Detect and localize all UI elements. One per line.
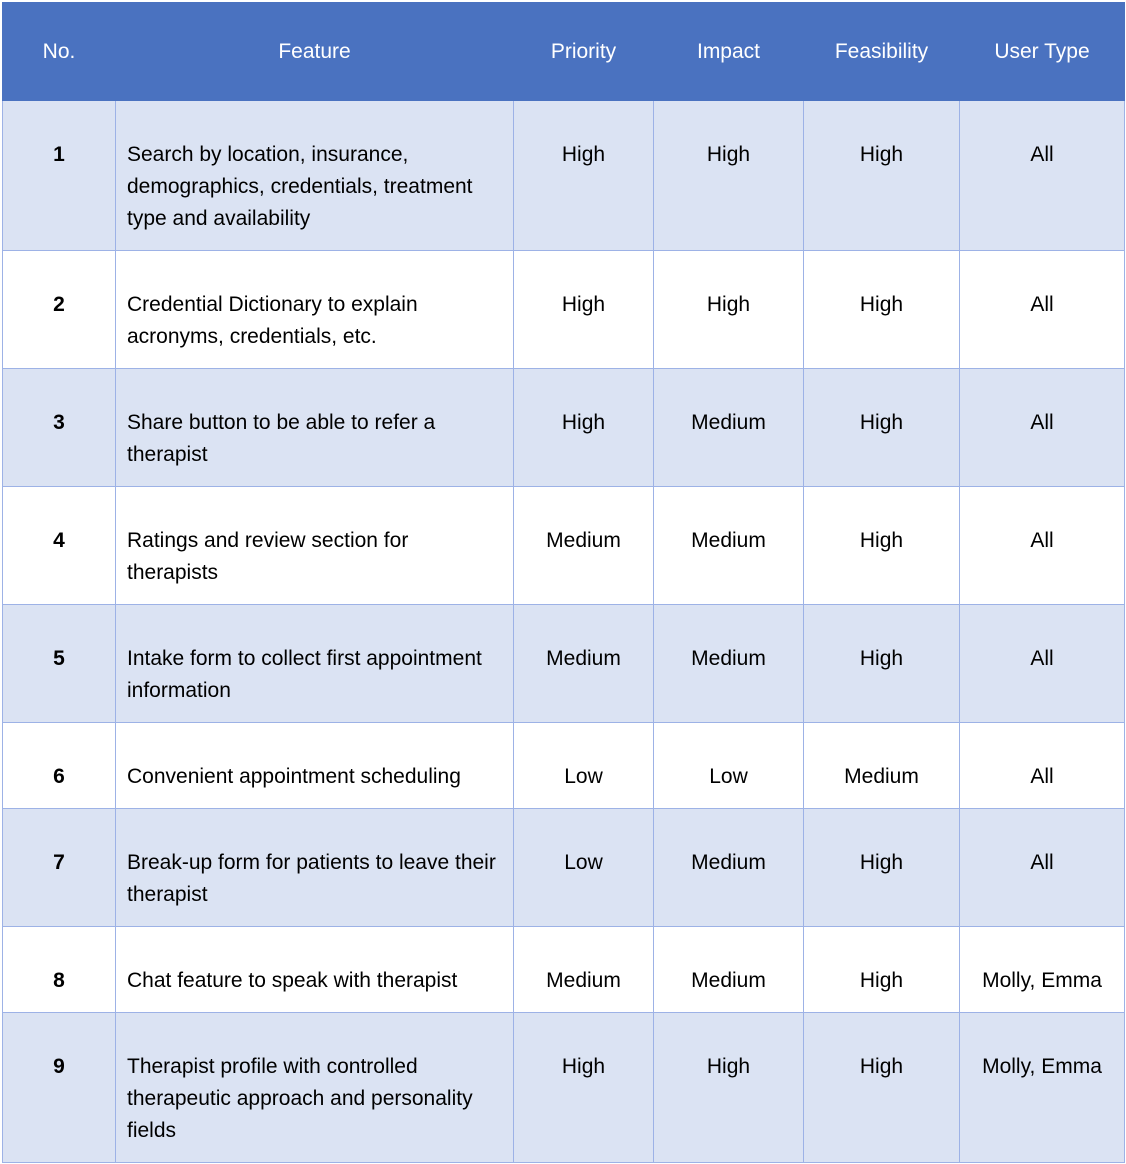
feature-prioritization-table [2, 2, 1125, 1163]
cell-feature: Therapist profile with controlled therapeutic approach and personality fields [116, 1013, 514, 1163]
cell-feature: Search by location, insurance, demographics, credentials, treatment type and availability [116, 101, 514, 251]
cell-feasibility: High [804, 927, 960, 1013]
cell-no: 8 [3, 927, 116, 1013]
cell-feasibility: High [804, 101, 960, 251]
table-row [3, 723, 1125, 809]
cell-impact: High [654, 1013, 804, 1163]
cell-priority: High [514, 101, 654, 251]
cell-priority: High [514, 1013, 654, 1163]
cell-impact: High [654, 251, 804, 369]
header-user-type: User Type [960, 3, 1125, 101]
header-feasibility: Feasibility [804, 3, 960, 101]
cell-no: 3 [3, 369, 116, 487]
cell-no: 9 [3, 1013, 116, 1163]
table-row [3, 809, 1125, 927]
table-header-row [3, 3, 1125, 101]
cell-no: 7 [3, 809, 116, 927]
cell-feature: Chat feature to speak with therapist [116, 927, 514, 1013]
table-row [3, 369, 1125, 487]
cell-feasibility: High [804, 1013, 960, 1163]
cell-user-type: All [960, 101, 1125, 251]
cell-user-type: All [960, 723, 1125, 809]
header-priority: Priority [514, 3, 654, 101]
cell-impact: Low [654, 723, 804, 809]
cell-priority: Medium [514, 487, 654, 605]
feature-table-container [2, 2, 1124, 1163]
cell-priority: High [514, 251, 654, 369]
cell-no: 6 [3, 723, 116, 809]
cell-feature: Convenient appointment scheduling [116, 723, 514, 809]
table-row [3, 927, 1125, 1013]
cell-feasibility: High [804, 369, 960, 487]
cell-impact: Medium [654, 605, 804, 723]
table-row [3, 101, 1125, 251]
cell-no: 4 [3, 487, 116, 605]
cell-priority: Low [514, 723, 654, 809]
cell-no: 5 [3, 605, 116, 723]
cell-feasibility: Medium [804, 723, 960, 809]
cell-impact: Medium [654, 369, 804, 487]
header-feature: Feature [116, 3, 514, 101]
cell-priority: Low [514, 809, 654, 927]
table-row [3, 605, 1125, 723]
cell-impact: Medium [654, 927, 804, 1013]
cell-user-type: All [960, 605, 1125, 723]
cell-feature: Intake form to collect first appointment information [116, 605, 514, 723]
cell-impact: High [654, 101, 804, 251]
cell-user-type: All [960, 487, 1125, 605]
cell-impact: Medium [654, 809, 804, 927]
header-impact: Impact [654, 3, 804, 101]
cell-priority: High [514, 369, 654, 487]
cell-feature: Credential Dictionary to explain acronyms, credentials, etc. [116, 251, 514, 369]
cell-feasibility: High [804, 251, 960, 369]
cell-priority: Medium [514, 927, 654, 1013]
table-row [3, 487, 1125, 605]
cell-no: 2 [3, 251, 116, 369]
cell-no: 1 [3, 101, 116, 251]
cell-feasibility: High [804, 487, 960, 605]
cell-impact: Medium [654, 487, 804, 605]
cell-user-type: All [960, 809, 1125, 927]
cell-user-type: Molly, Emma [960, 927, 1125, 1013]
cell-user-type: Molly, Emma [960, 1013, 1125, 1163]
header-no: No. [3, 3, 116, 101]
cell-feature: Break-up form for patients to leave their therapist [116, 809, 514, 927]
cell-user-type: All [960, 369, 1125, 487]
cell-feature: Share button to be able to refer a therapist [116, 369, 514, 487]
cell-feasibility: High [804, 809, 960, 927]
cell-feasibility: High [804, 605, 960, 723]
table-row [3, 1013, 1125, 1163]
cell-user-type: All [960, 251, 1125, 369]
cell-priority: Medium [514, 605, 654, 723]
table-row [3, 251, 1125, 369]
cell-feature: Ratings and review section for therapists [116, 487, 514, 605]
